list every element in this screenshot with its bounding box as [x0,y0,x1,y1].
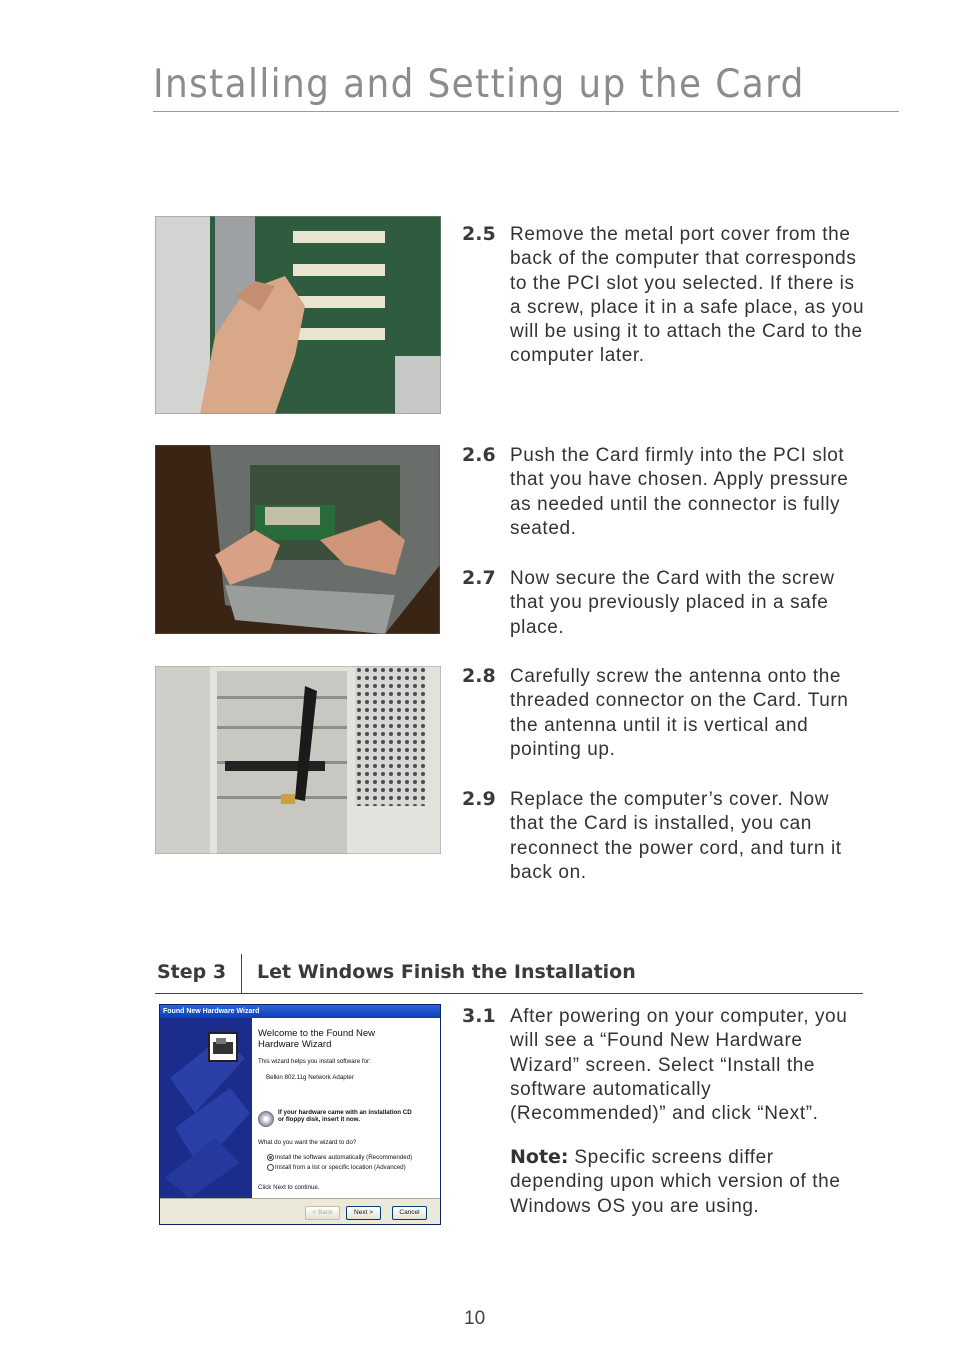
cancel-button[interactable]: Cancel [392,1206,427,1220]
wizard-screenshot [159,1004,441,1225]
step-number: 2.6 [462,444,496,466]
radio-install-auto[interactable] [267,1154,274,1161]
hardware-wizard-icon [208,1032,238,1062]
step-text: Now secure the Card with the screw that you previously placed in a safe place. [510,568,835,638]
wizard-intro: This wizard helps you install software for: [258,1058,371,1065]
next-button[interactable]: Next > [346,1206,381,1220]
wizard-footer [160,1198,440,1225]
radio-install-manual[interactable] [267,1164,274,1171]
title-rule [153,111,899,112]
photo-insert-card [155,445,440,634]
step-header-title: Let Windows Finish the Installation [257,961,636,983]
cd-icon [258,1111,274,1127]
photo-antenna [155,666,441,854]
wizard-continue: Click Next to continue. [258,1184,320,1191]
wizard-question: What do you want the wizard to do? [258,1139,357,1146]
photo-remove-port-cover [155,216,441,414]
wizard-cd-line1: If your hardware came with an installation CD [278,1109,412,1116]
wizard-option-auto: Install the software automatically (Recommended) [275,1154,413,1161]
note-label: Note: [510,1146,569,1168]
wizard-side-banner [160,1018,252,1198]
step-text: Push the Card firmly into the PCI slot that you have chosen. Apply pressure as needed until the connector is fully seated. [510,445,849,539]
wizard-main-panel [252,1018,440,1198]
wizard-titlebar: Found New Hardware Wizard [160,1005,440,1018]
wizard-heading: Welcome to the Found New Hardware Wizard [258,1028,376,1050]
step-number: 2.9 [462,788,496,810]
page-number: 10 [464,1308,486,1329]
step-header-rule [155,993,863,994]
page-title: Installing and Setting up the Card [153,62,805,107]
step-header-label: Step 3 [157,961,227,983]
step-text: After powering on your computer, you will see a “Found New Hardware Wizard” screen. Select “Install the software automatically (Recommended)” and click “Next”. [510,1006,848,1125]
step-number: 3.1 [462,1005,496,1027]
step-text: Remove the metal port cover from the back of the computer that corresponds to the PCI slot you selected. If there is a screw, place it in a safe place, as you will be using it to attach the Card to the computer later. [510,224,865,367]
step-text: Replace the computer’s cover. Now that the Card is installed, you can reconnect the power cord, and turn it back on. [510,789,842,883]
back-button[interactable]: < Back [305,1206,340,1220]
note-text: Specific screens differ depending upon which version of the Windows OS you are using. [510,1147,841,1217]
step-header-divider [241,954,242,993]
wizard-cd-line2: or floppy disk, insert it now. [278,1116,360,1123]
wizard-device: Belkin 802.11g Network Adapter [266,1074,354,1081]
note [510,1145,866,1219]
step-number: 2.7 [462,567,496,589]
step-number: 2.8 [462,665,496,687]
step-number: 2.5 [462,223,496,245]
step-text: Carefully screw the antenna onto the threaded connector on the Card. Turn the antenna until it is vertical and pointing up. [510,666,849,760]
wizard-option-manual: Install from a list or specific location (Advanced) [275,1164,406,1171]
